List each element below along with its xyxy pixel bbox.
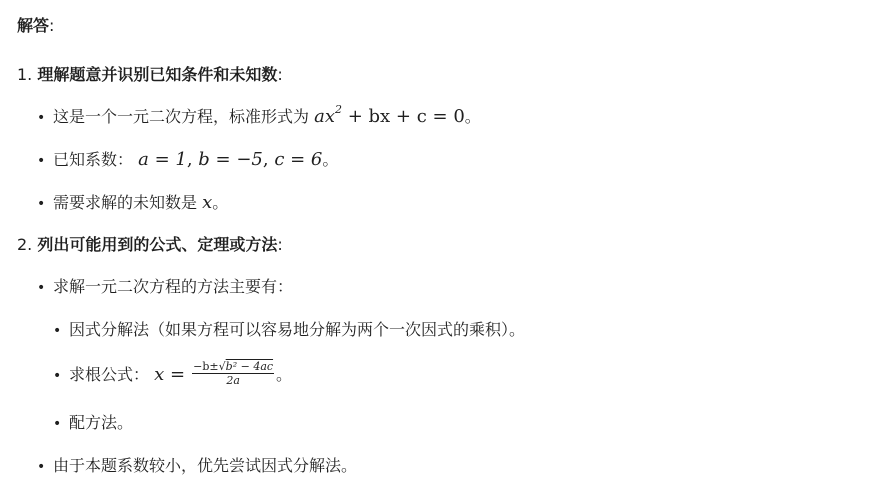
step-2-number: 2. <box>17 235 33 254</box>
list-item <box>53 362 292 389</box>
bullet: • <box>37 110 46 126</box>
quadratic-formula-lhs: x = <box>154 364 186 385</box>
list-item <box>53 319 525 342</box>
bullet: • <box>37 459 46 475</box>
bullet: • <box>53 323 62 339</box>
answer-heading <box>17 15 54 37</box>
method-quadratic-formula: 求根公式： <box>69 365 150 384</box>
list-item <box>37 192 228 215</box>
coefficient-values: a = 1, b = −5, c = 6 <box>138 149 323 170</box>
list-item <box>37 103 481 129</box>
step-1-title: 理解题意并识别已知条件和未知数 <box>37 65 278 84</box>
list-item <box>37 276 293 299</box>
answer-heading-colon: : <box>49 16 55 35</box>
list-item-suffix: 。 <box>464 107 481 126</box>
fraction-numerator: −b±√b² − 4ac <box>193 360 274 373</box>
method-completing-square: 配方法。 <box>69 413 134 432</box>
list-item <box>53 412 133 435</box>
step-2-colon: : <box>277 235 283 254</box>
step-1-colon: : <box>277 65 283 84</box>
step-2-title: 列出可能用到的公式、定理或方法 <box>37 235 278 254</box>
fraction-denominator: 2a <box>226 374 240 387</box>
step-1-heading <box>17 64 283 86</box>
list-item-suffix: 。 <box>322 150 339 169</box>
step-2-heading <box>17 234 283 256</box>
list-item-suffix: 。 <box>276 365 293 384</box>
step-1-number: 1. <box>17 65 33 84</box>
list-item-suffix: 。 <box>212 193 229 212</box>
answer-heading-label: 解答 <box>17 16 50 35</box>
methods-intro: 求解一元二次方程的方法主要有： <box>53 277 294 296</box>
list-item-text: 已知系数： <box>53 150 134 169</box>
equation-standard-form: $ax^2$ + bx + c = 0 <box>314 103 465 127</box>
method-factoring: 因式分解法（如果方程可以容易地分解为两个一次因式的乘积）。 <box>69 320 526 339</box>
list-item-text: 需要求解的未知数是 <box>53 193 198 212</box>
list-item <box>37 149 338 172</box>
bullet: • <box>53 368 62 384</box>
unknown-variable: x <box>202 192 213 213</box>
method-note: 由于本题系数较小，优先尝试因式分解法。 <box>53 456 358 475</box>
list-item-text: 这是一个一元二次方程，标准形式为 <box>53 107 310 126</box>
bullet: • <box>37 153 46 169</box>
bullet: • <box>37 280 46 296</box>
bullet: • <box>37 196 46 212</box>
list-item <box>37 455 357 478</box>
quadratic-formula-fraction <box>192 360 274 387</box>
bullet: • <box>53 416 62 432</box>
